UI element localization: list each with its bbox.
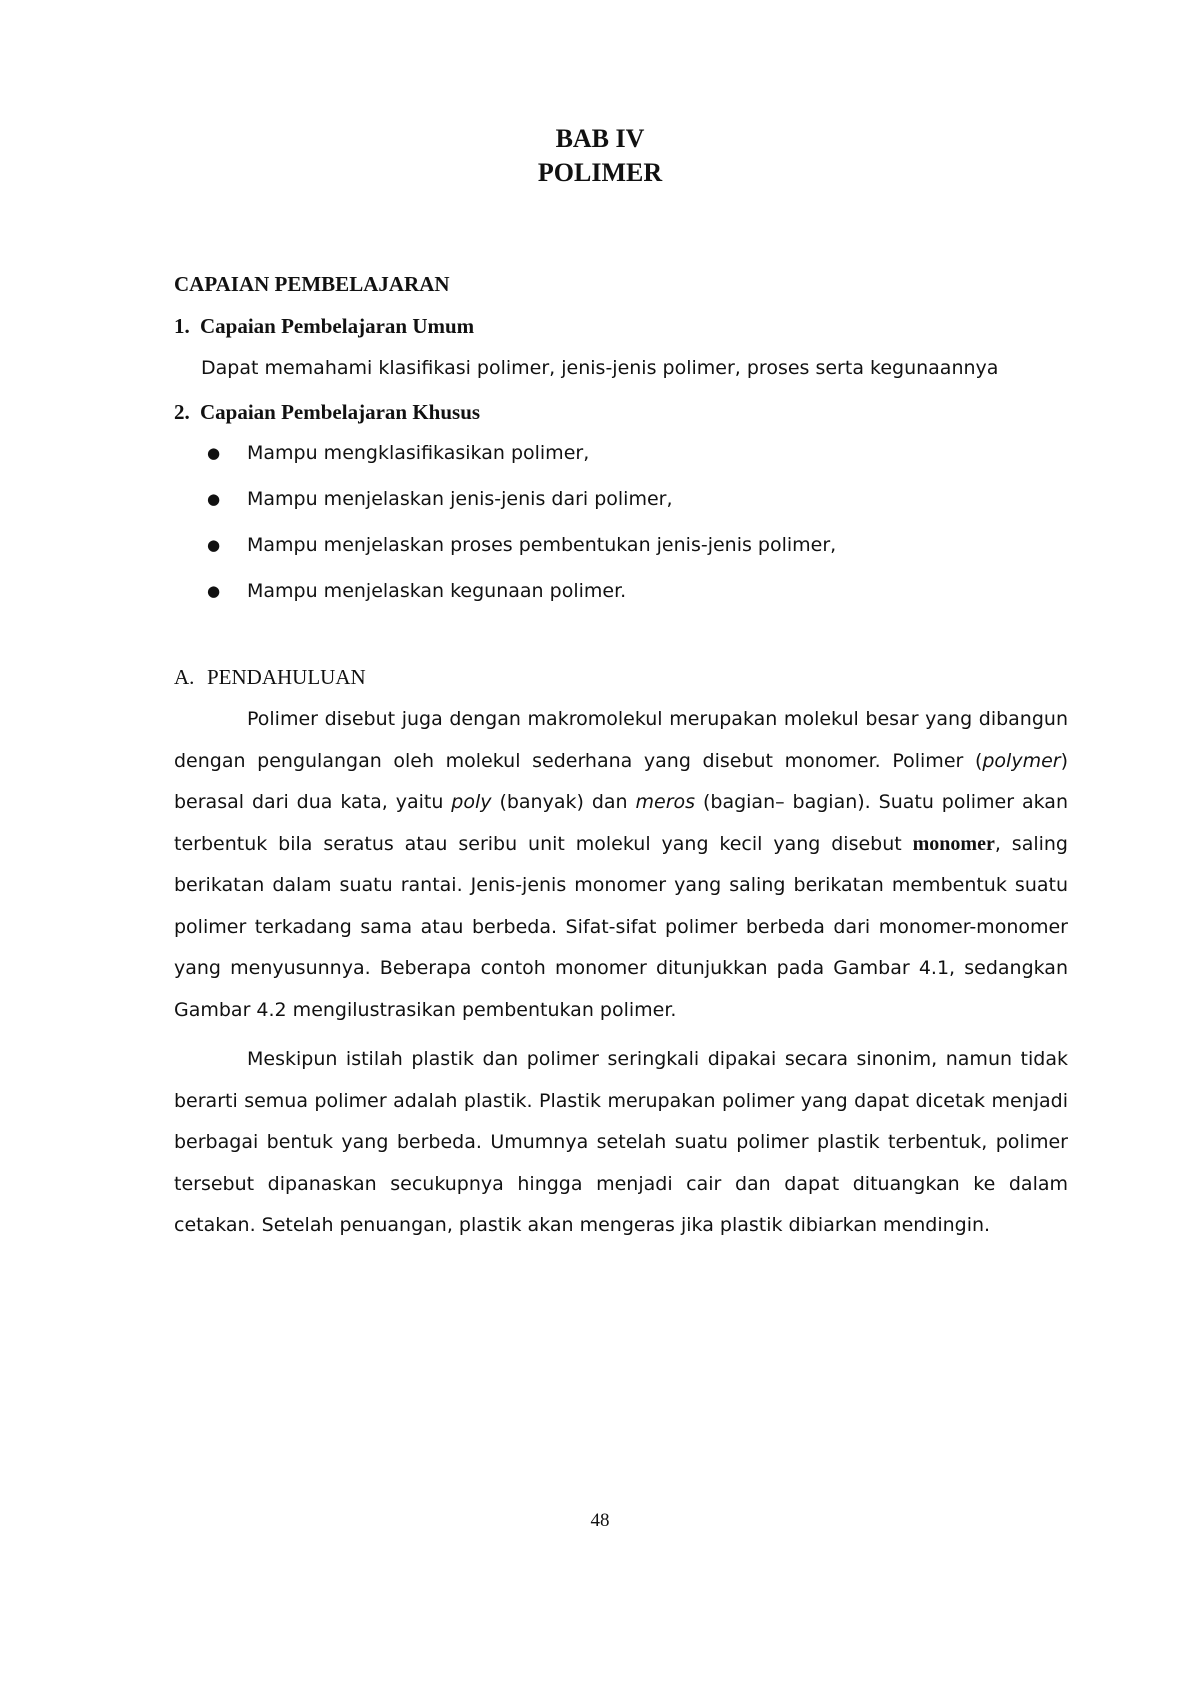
chapter-label: BAB IV: [555, 124, 645, 153]
list-item-text: Mampu menjelaskan proses pembentukan jenis-jenis polimer,: [247, 534, 837, 556]
intro-paragraph-2: Meskipun istilah plastik dan polimer seringkali dipakai secara sinonim, namun tidak berarti semua polimer adalah plastik. Plastik merupakan polimer yang dapat dicetak menjadi berbagai bentuk yang berbeda. Umumnya setelah suatu polimer plastik terbentuk, polimer tersebut dipanaskan secukupnya hingga menjadi cair dan dapat dituangkan ke dalam cetakan. Setelah penuangan, plastik akan mengeras jika plastik dibiarkan mendingin.: [174, 1048, 1068, 1236]
section-a-letter: A.: [174, 665, 195, 689]
term-polymer: polymer: [982, 749, 1061, 772]
paragraph-text: , saling berikatan dalam suatu rantai. Jenis-jenis monomer yang saling berikatan membentuk suatu polimer terkadang sama atau berbeda. Sifat-sifat polimer berbeda dari monomer-monomer yang menyusunnya. Beberapa contoh monomer ditunjukkan pada Gambar 4.1, sedangkan Gambar 4.2 mengilustrasikan pembentukan polimer.: [174, 832, 1068, 1021]
list-item-text: Mampu menjelaskan kegunaan polimer.: [247, 580, 627, 602]
list-item: [207, 534, 836, 580]
chapter-title: POLIMER: [537, 158, 663, 187]
bullet-icon: ●: [207, 536, 221, 554]
specific-outcome-list: [207, 442, 836, 626]
list-item: [207, 580, 836, 626]
term-meros: meros: [635, 791, 696, 813]
general-outcome-title: Capaian Pembelajaran Umum: [200, 314, 475, 338]
general-outcome-description: Dapat memahami klasifikasi polimer, jenis-jenis polimer, proses serta kegunaannya: [201, 357, 999, 379]
section-a-title: PENDAHULUAN: [207, 665, 366, 689]
paragraph-text: ) berasal dari dua kata, yaitu: [174, 749, 1068, 813]
bullet-icon: ●: [207, 444, 221, 462]
section-a-heading: [174, 665, 366, 690]
general-outcome-heading: [174, 314, 474, 339]
paragraph-text: (bagian– bagian). Suatu polimer akan terbentuk bila seratus atau seribu unit molekul yang kecil yang disebut: [174, 791, 1068, 855]
list-item: [207, 488, 836, 534]
bullet-icon: ●: [207, 582, 221, 600]
list-item-text: Mampu mengklasifikasikan polimer,: [247, 442, 590, 464]
general-outcome-number: 1.: [174, 314, 190, 338]
list-item: [207, 442, 836, 488]
specific-outcome-heading: [174, 400, 480, 425]
term-poly: poly: [451, 791, 492, 813]
list-item-text: Mampu menjelaskan jenis-jenis dari polimer,: [247, 488, 673, 510]
specific-outcome-title: Capaian Pembelajaran Khusus: [200, 400, 481, 424]
bullet-icon: ●: [207, 490, 221, 508]
intro-paragraph-1: [174, 699, 1068, 1031]
paragraph-text: Polimer disebut juga dengan makromolekul merupakan molekul besar yang dibangun dengan pengulangan oleh molekul sederhana yang disebut monomer. Polimer (: [174, 708, 1068, 772]
specific-outcome-number: 2.: [174, 400, 190, 424]
page-number: 48: [590, 1510, 610, 1531]
term-monomer: monomer: [912, 832, 995, 855]
learning-outcomes-heading: CAPAIAN PEMBELAJARAN: [174, 272, 450, 296]
paragraph-text: (banyak) dan: [491, 791, 636, 813]
